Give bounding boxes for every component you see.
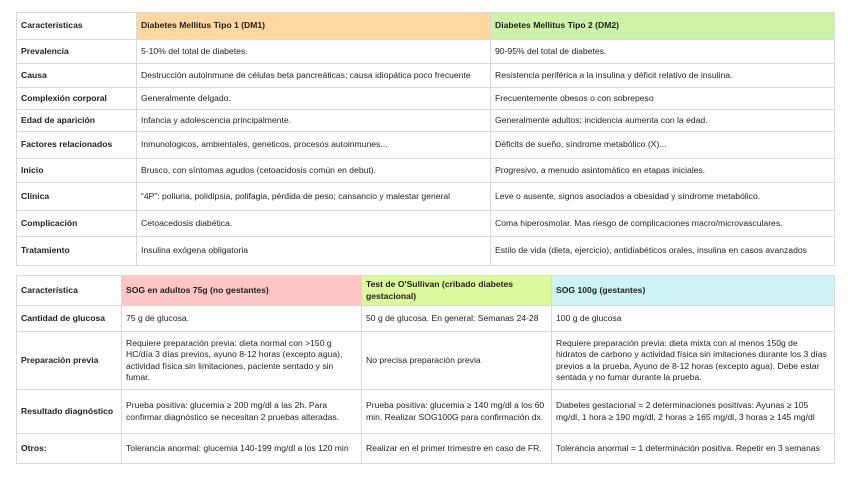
glucose-tests-table: [16, 275, 835, 464]
row-label: Resultado diagnóstico: [17, 390, 122, 434]
dm2-cell: Generalmente adultos; incidencia aumenta con la edad.: [491, 110, 835, 132]
sog100-cell: Requiere preparación previa: dieta mixta con al menos 150g de hidratos de carbono y actividad física sin imitaciones durante los 3 días previos a la prueba, Ayuno de 8-12 horas (excepto agua). Debe estar sentada y no fumar durante la prueba.: [552, 332, 835, 390]
table-row: [17, 132, 835, 159]
row-label: Preparación previa: [17, 332, 122, 390]
header-osullivan: Test de O'Sullivan (cribado diabetes gestacional): [362, 276, 552, 306]
dm1-cell: “4P”: poliuria, polidipsia, polifagia, pérdida de peso; cansancio y malestar general: [137, 183, 491, 211]
osullivan-cell: 50 g de glucosa. En general: Semanas 24-28: [362, 306, 552, 332]
sog75-cell: Requiere preparación previa: dieta normal con >150 g HC/día 3 días previos, ayuno 8-12 horas (excepto agua), actividad física sin limitaciones, paciente sentado y sin fumar.: [122, 332, 362, 390]
table-row: [17, 64, 835, 88]
header-sog75: SOG en adultos 75g (no gestantes): [122, 276, 362, 306]
table-row: [17, 40, 835, 64]
dm1-cell: Destrucción autoinmune de células beta pancreáticas; causa idiopática poco frecuente: [137, 64, 491, 88]
dm2-cell: Frecuentemente obesos o con sobrepeso: [491, 88, 835, 110]
dm1-cell: Infancia y adolescencia principalmente.: [137, 110, 491, 132]
osullivan-cell: Realizar en el primer trimestre en caso de FR.: [362, 434, 552, 464]
table-row: [17, 332, 835, 390]
header-dm2: Diabetes Mellitus Tipo 2 (DM2): [491, 13, 835, 40]
sog100-cell: 100 g de glucosa: [552, 306, 835, 332]
row-label: Tratamiento: [17, 237, 137, 266]
header-characteristic: Característica: [17, 276, 122, 306]
dm2-cell: Coma hiperosmolar. Mas riesgo de complicaciones macro/microvasculares.: [491, 211, 835, 237]
sog75-cell: Tolerancia anormal: glucemia 140-199 mg/dl a los 120 min: [122, 434, 362, 464]
table-row: [17, 390, 835, 434]
dm1-cell: Insulina exógena obligatoria: [137, 237, 491, 266]
dm1-cell: Cetoacedosis diabética.: [137, 211, 491, 237]
dm1-cell: Inmunologicos, ambientales, geneticos, procesos autoinmunes...: [137, 132, 491, 159]
row-label: Cantidad de glucosa: [17, 306, 122, 332]
row-label: Complexión corporal: [17, 88, 137, 110]
row-label: Otros:: [17, 434, 122, 464]
sog100-cell: Tolerancia anormal = 1 determinación positiva. Repetir en 3 semanas: [552, 434, 835, 464]
dm1-cell: Brusco, con síntomas agudos (cetoacidosis común en debut).: [137, 159, 491, 183]
table-row: [17, 237, 835, 266]
table-row: [17, 183, 835, 211]
table-row: [17, 434, 835, 464]
row-label: Edad de aparición: [17, 110, 137, 132]
table-row: [17, 110, 835, 132]
row-label: Prevalencia: [17, 40, 137, 64]
row-label: Factores relacionados: [17, 132, 137, 159]
table-row: [17, 306, 835, 332]
table-row: [17, 211, 835, 237]
osullivan-cell: No precisa preparación previa: [362, 332, 552, 390]
diabetes-types-table: [16, 12, 835, 266]
row-label: Inicio: [17, 159, 137, 183]
dm2-cell: Déficits de sueño, síndrome metabólico (X)...: [491, 132, 835, 159]
header-dm1: Diabetes Mellitus Tipo 1 (DM1): [137, 13, 491, 40]
table-row: [17, 159, 835, 183]
header-characteristics: Características: [17, 13, 137, 40]
dm2-cell: Leve o ausente, signos asociados a obesidad y síndrome metabólico.: [491, 183, 835, 211]
table-row: [17, 88, 835, 110]
osullivan-cell: Prueba positiva: glucemia ≥ 140 mg/dl a los 60 min. Realizar SOG100G para confirmación dx.: [362, 390, 552, 434]
header-sog100: SOG 100g (gestantes): [552, 276, 835, 306]
sog75-cell: 75 g de glucosa.: [122, 306, 362, 332]
row-label: Complicación: [17, 211, 137, 237]
dm1-cell: Generalmente delgado.: [137, 88, 491, 110]
dm2-cell: 90-95% del total de diabetes.: [491, 40, 835, 64]
table-header-row: [17, 13, 835, 40]
dm2-cell: Resistencia periférica a la insulina y déficit relativo de insulina.: [491, 64, 835, 88]
dm1-cell: 5-10% del total de diabetes.: [137, 40, 491, 64]
row-label: Clínica: [17, 183, 137, 211]
dm2-cell: Progresivo, a menudo asintomático en etapas iniciales.: [491, 159, 835, 183]
dm2-cell: Estilo de vida (dieta, ejercicio), antidiabéticos orales, insulina en casos avanzados: [491, 237, 835, 266]
sog100-cell: Diabetes gestacional = 2 determinaciones positivas: Ayunas ≥ 105 mg/dl, 1 hora ≥ 190 mg/dl, 2 horas ≥ 165 mg/dl, 3 horas ≥ 145 mg/dl: [552, 390, 835, 434]
table-header-row: [17, 276, 835, 306]
row-label: Causa: [17, 64, 137, 88]
sog75-cell: Prueba positiva: glucemia ≥ 200 mg/dl a las 2h. Para confirmar diagnóstico se necesitan 2 pruebas alteradas.: [122, 390, 362, 434]
